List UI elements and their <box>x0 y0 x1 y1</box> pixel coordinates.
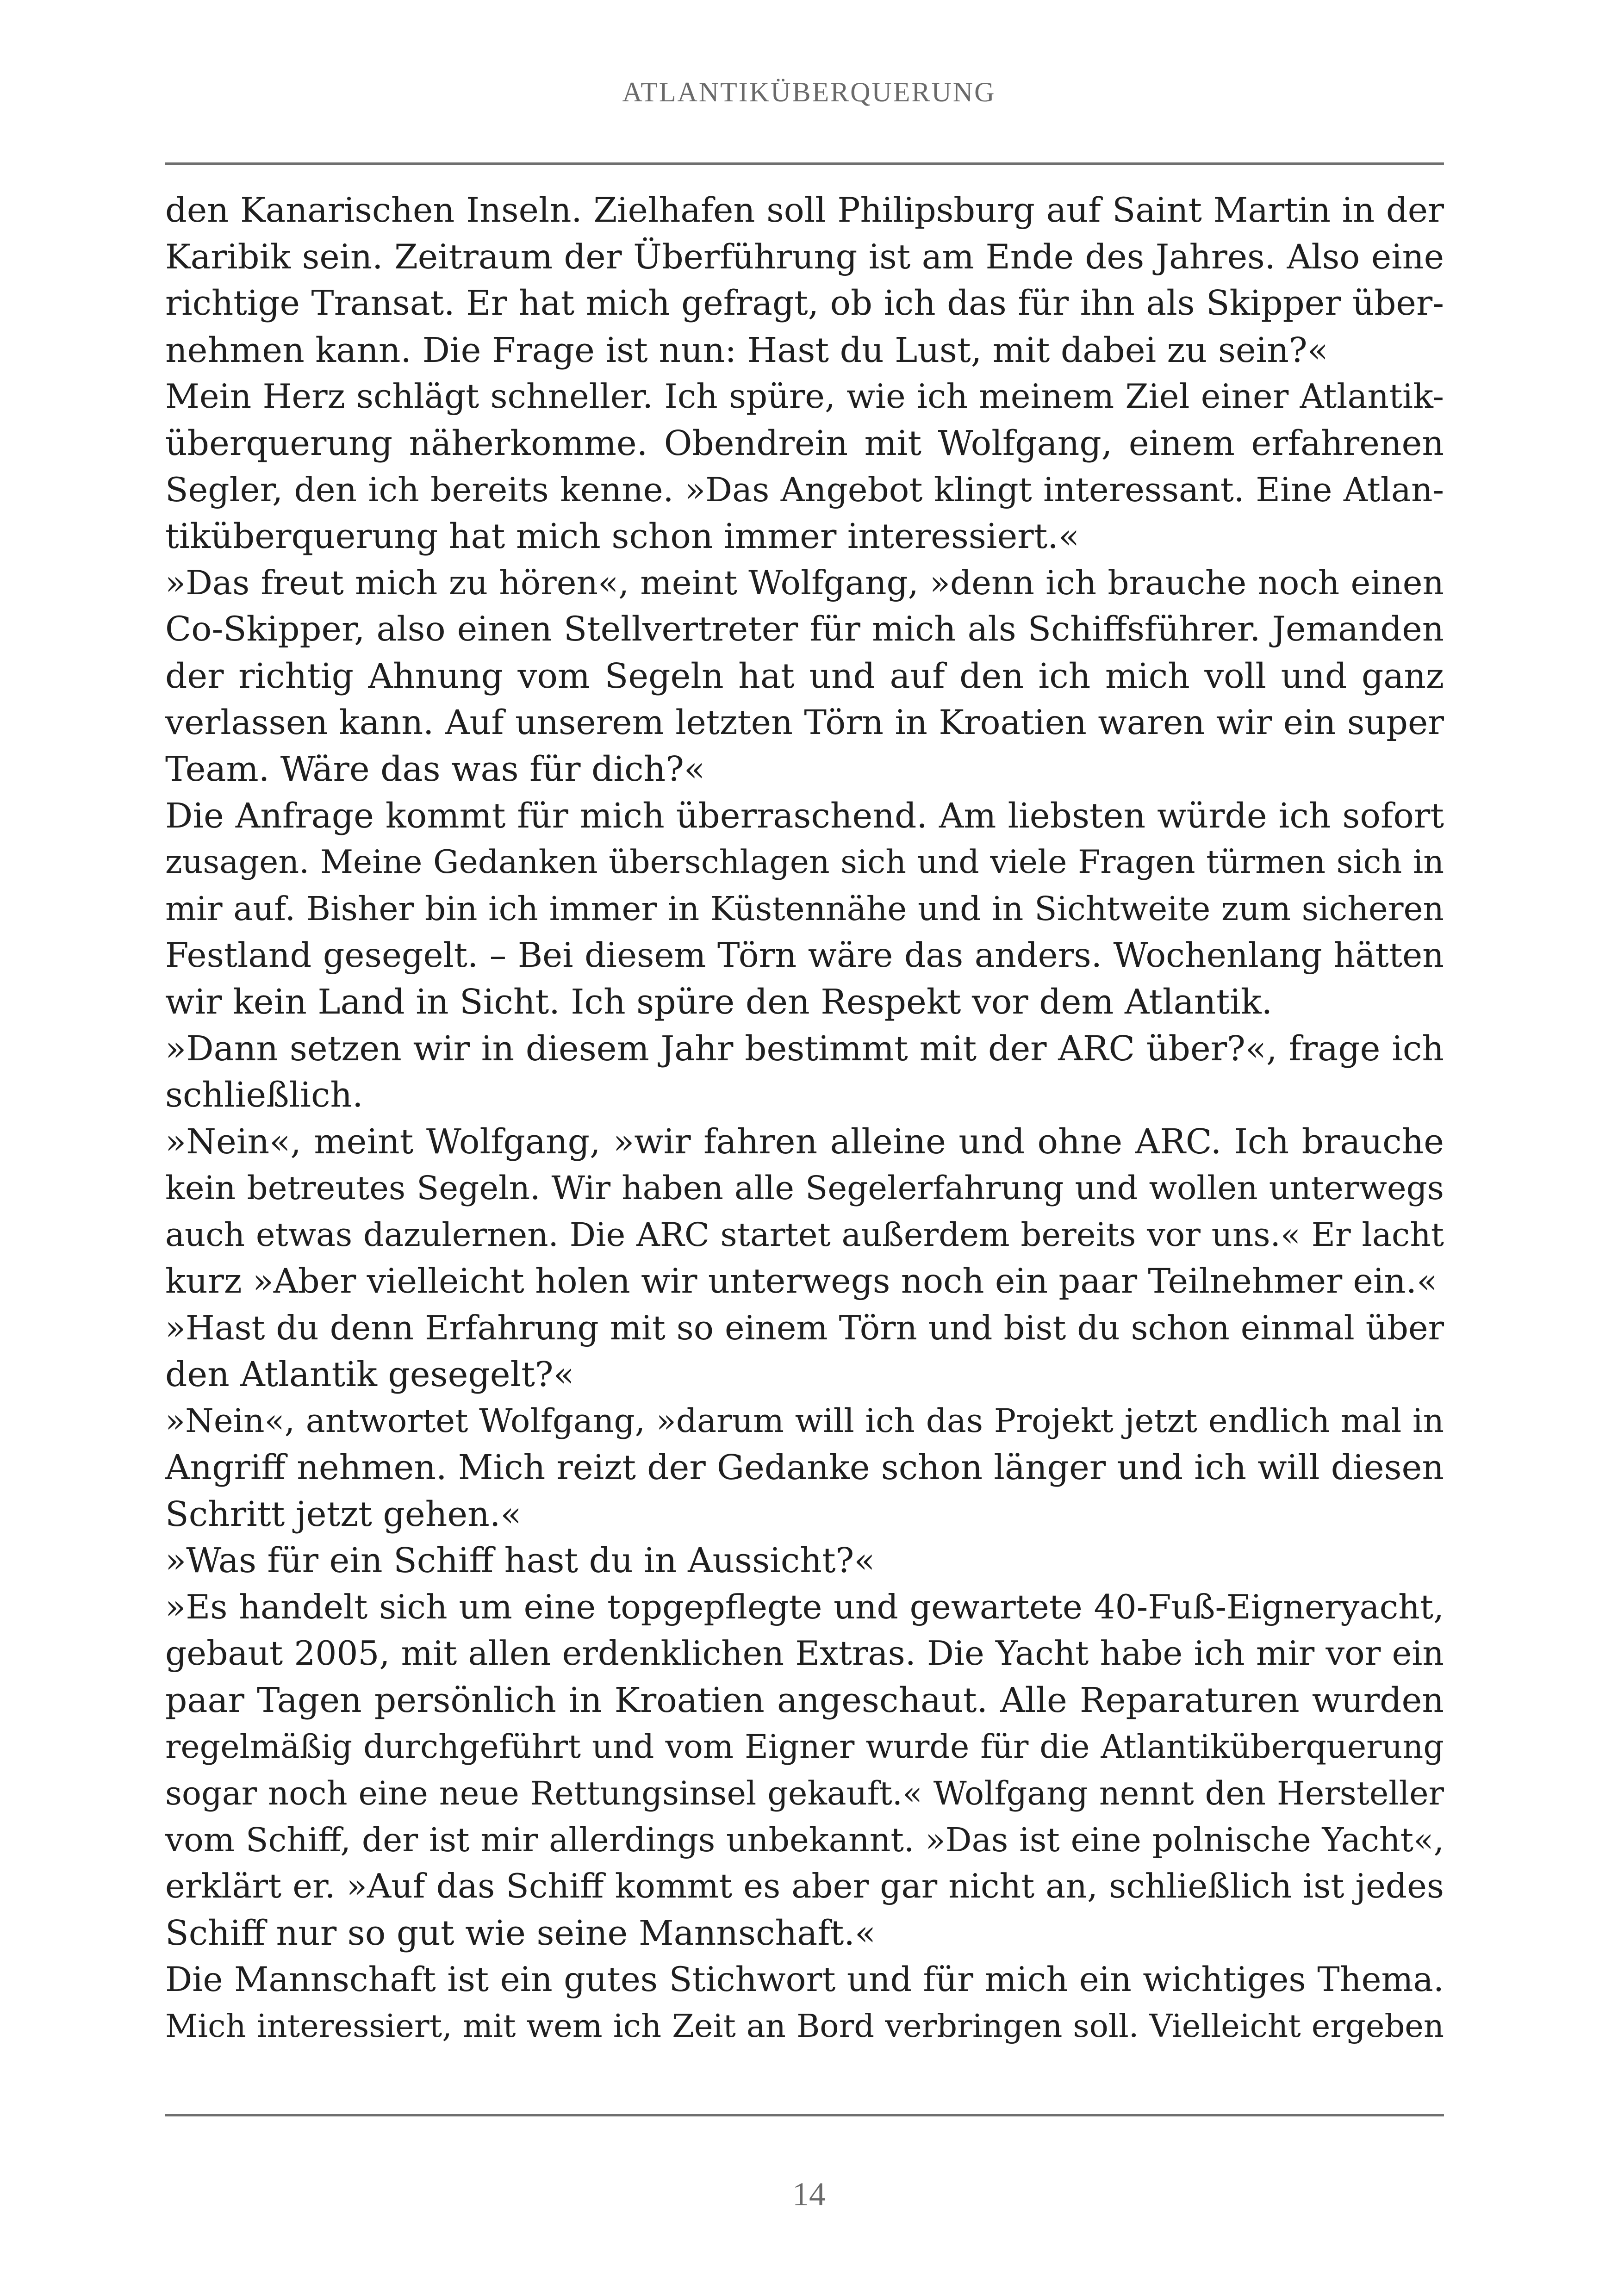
text-line: Schiff nur so gut wie seine Mannschaft.« <box>165 1913 876 1953</box>
text-line: Angriff nehmen. Mich reizt der Gedanke schon länger und ich will diesen <box>165 1448 1444 1488</box>
footer-rule <box>165 2114 1444 2116</box>
text-line: gebaut 2005, mit allen erdenklichen Extras. Die Yacht habe ich mir vor ein <box>165 1634 1444 1674</box>
text-line: Segler, den ich bereits kenne. »Das Angebot klingt interessant. Eine Atlan- <box>165 470 1444 510</box>
running-head-title: ATLANTIKÜBERQUERUNG <box>622 77 996 107</box>
text-line: Festland gesegelt. – Bei diesem Törn wäre das anders. Wochenlang hätten <box>165 935 1444 975</box>
text-line: Schritt jetzt gehen.« <box>165 1494 522 1534</box>
text-line: den Kanarischen Inseln. Zielhafen soll Philipsburg auf Saint Martin in der <box>165 191 1444 230</box>
body-text <box>165 187 1444 2050</box>
text-line: erklärt er. »Auf das Schiff kommt es aber gar nicht an, schließlich ist jedes <box>165 1867 1444 1906</box>
text-line: richtige Transat. Er hat mich gefragt, ob ich das für ihn als Skipper über- <box>165 284 1444 324</box>
text-line: den Atlantik gesegelt?« <box>165 1354 574 1394</box>
header-rule <box>165 162 1444 165</box>
text-line: zusagen. Meine Gedanken überschlagen sich und viele Fragen türmen sich in <box>165 843 1444 881</box>
text-line: »Nein«, meint Wolfgang, »wir fahren alleine und ohne ARC. Ich brauche <box>165 1121 1444 1162</box>
text-line: Die Anfrage kommt für mich überraschend. Am liebsten würde ich sofort <box>165 796 1444 836</box>
text-line: »Dann setzen wir in diesem Jahr bestimmt mit der ARC über?«, frage ich <box>165 1028 1444 1069</box>
text-line: wir kein Land in Sicht. Ich spüre den Respekt vor dem Atlantik. <box>165 982 1273 1022</box>
text-line: mir auf. Bisher bin ich immer in Küstennähe und in Sichtweite zum sicheren <box>165 889 1444 928</box>
text-line: der richtig Ahnung vom Segeln hat und auf den ich mich voll und ganz <box>165 656 1444 696</box>
text-line: »Hast du denn Erfahrung mit so einem Törn und bist du schon einmal über <box>165 1308 1444 1348</box>
page-number: 14 <box>792 2176 826 2213</box>
text-line: kurz »Aber vielleicht holen wir unterwegs noch ein paar Teilnehmer ein.« <box>165 1261 1438 1301</box>
text-line: auch etwas dazulernen. Die ARC startet außerdem bereits vor uns.« Er lacht <box>165 1216 1444 1254</box>
text-line: überquerung näherkomme. Obendrein mit Wolfgang, einem erfahrenen <box>165 423 1444 463</box>
text-line: Mein Herz schlägt schneller. Ich spüre, wie ich meinem Ziel einer Atlantik- <box>165 377 1444 417</box>
text-line: nehmen kann. Die Frage ist nun: Hast du Lust, mit dabei zu sein?« <box>165 330 1328 370</box>
text-line: regelmäßig durchgeführt und vom Eigner wurde für die Atlantiküberquerung <box>165 1728 1444 1766</box>
text-line: Die Mannschaft ist ein gutes Stichwort und für mich ein wichtiges Thema. <box>165 1960 1444 1999</box>
text-line: Team. Wäre das was für dich?« <box>165 749 705 790</box>
text-line: schließlich. <box>165 1075 363 1115</box>
text-line: »Nein«, antwortet Wolfgang, »darum will ich das Projekt jetzt endlich mal in <box>165 1402 1444 1440</box>
text-line: »Was für ein Schiff hast du in Aussicht?« <box>165 1541 875 1581</box>
text-line: verlassen kann. Auf unserem letzten Törn in Kroatien waren wir ein super <box>165 703 1444 742</box>
text-line: paar Tagen persönlich in Kroatien angeschaut. Alle Reparaturen wurden <box>165 1680 1444 1720</box>
text-line: »Es handelt sich um eine topgepflegte und gewartete 40-Fuß-Eigneryacht, <box>165 1587 1444 1627</box>
text-line: Mich interessiert, mit wem ich Zeit an Bord verbringen soll. Vielleicht ergeben <box>165 2008 1444 2045</box>
text-line: vom Schiff, der ist mir allerdings unbekannt. »Das ist eine polnische Yacht«, <box>165 1820 1444 1859</box>
text-line: kein betreutes Segeln. Wir haben alle Segelerfahrung und wollen unterwegs <box>165 1169 1444 1207</box>
text-line: Co-Skipper, also einen Stellvertreter für mich als Schiffsführer. Jemanden <box>165 610 1444 649</box>
text-line: tiküberquerung hat mich schon immer interessiert.« <box>165 516 1080 557</box>
text-line: Karibik sein. Zeitraum der Überführung ist am Ende des Jahres. Also eine <box>165 237 1444 277</box>
text-line: sogar noch eine neue Rettungsinsel gekauft.« Wolfgang nennt den Hersteller <box>165 1774 1444 1813</box>
text-line: »Das freut mich zu hören«, meint Wolfgang, »denn ich brauche noch einen <box>165 563 1444 603</box>
